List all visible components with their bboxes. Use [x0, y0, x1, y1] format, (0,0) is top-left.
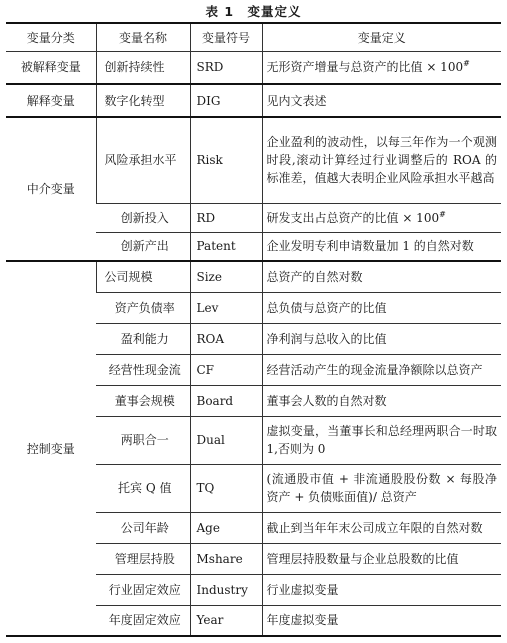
variable-definition: 总资产的自然对数	[262, 261, 501, 292]
variable-definition: (流通股市值 + 非流通股股份数 × 每股净资产 + 负债账面值)/ 总资产	[262, 464, 501, 512]
variable-name: 创新投入	[96, 203, 190, 232]
variable-name: 管理层持股	[96, 543, 190, 574]
footnote-mark: #	[463, 59, 470, 69]
variable-definition: 经营活动产生的现金流量净额除以总资产	[262, 354, 501, 385]
variable-name: 行业固定效应	[96, 574, 190, 605]
variable-symbol: Risk	[190, 117, 262, 203]
variable-symbol: Mshare	[190, 543, 262, 574]
variable-symbol: Age	[190, 512, 262, 543]
variable-definition: 总负债与总资产的比值	[262, 292, 501, 323]
variable-name: 两职合一	[96, 416, 190, 464]
group-label-mediating: 中介变量	[6, 117, 96, 261]
variable-definition: 企业盈利的波动性，以每三年作为一个观测时段,滚动计算经过行业调整后的 ROA 的标准差，值越大表明企业风险承担水平越高	[262, 117, 501, 203]
header-row	[6, 23, 501, 51]
variable-symbol: Industry	[190, 574, 262, 605]
variable-definition-table	[6, 22, 501, 637]
variable-symbol: RD	[190, 203, 262, 232]
variable-name: 创新持续性	[96, 51, 190, 84]
variable-definition: 净利润与总收入的比值	[262, 323, 501, 354]
variable-definition: 见内文表述	[262, 84, 501, 117]
header-definition: 变量定义	[262, 23, 501, 51]
group-label-control: 控制变量	[6, 261, 96, 636]
variable-name: 风险承担水平	[96, 117, 190, 203]
variable-name: 资产负债率	[96, 292, 190, 323]
variable-name: 数字化转型	[96, 84, 190, 117]
variable-symbol: Dual	[190, 416, 262, 464]
variable-definition: 董事会人数的自然对数	[262, 385, 501, 416]
variable-symbol: ROA	[190, 323, 262, 354]
variable-name: 董事会规模	[96, 385, 190, 416]
header-name: 变量名称	[96, 23, 190, 51]
variable-symbol: Patent	[190, 232, 262, 261]
group-label-explained: 被解释变量	[6, 51, 96, 84]
variable-definition: 虚拟变量，当董事长和总经理两职合一时取 1,否则为 0	[262, 416, 501, 464]
variable-definition: 管理层持股数量与企业总股数的比值	[262, 543, 501, 574]
variable-symbol: SRD	[190, 51, 262, 84]
variable-symbol: Board	[190, 385, 262, 416]
variable-name: 经营性现金流	[96, 354, 190, 385]
table-row	[6, 84, 501, 117]
variable-symbol: Lev	[190, 292, 262, 323]
variable-symbol: TQ	[190, 464, 262, 512]
variable-symbol: Size	[190, 261, 262, 292]
variable-name: 盈利能力	[96, 323, 190, 354]
variable-name: 托宾 Q 值	[96, 464, 190, 512]
table-row	[6, 51, 501, 84]
table-caption: 表 1 变量定义	[205, 4, 302, 19]
variable-definition: 研发支出占总资产的比值 × 100#	[262, 203, 501, 232]
variable-definition: 行业虚拟变量	[262, 574, 501, 605]
variable-definition: 企业发明专利申请数量加 1 的自然对数	[262, 232, 501, 261]
footnote-mark: #	[439, 209, 446, 219]
variable-definition: 截止到当年年末公司成立年限的自然对数	[262, 512, 501, 543]
header-category: 变量分类	[6, 23, 96, 51]
variable-symbol: DIG	[190, 84, 262, 117]
table-row	[6, 261, 501, 292]
variable-name: 年度固定效应	[96, 605, 190, 636]
variable-symbol: CF	[190, 354, 262, 385]
header-symbol: 变量符号	[190, 23, 262, 51]
variable-definition: 年度虚拟变量	[262, 605, 501, 636]
variable-name: 公司年龄	[96, 512, 190, 543]
group-label-explanatory: 解释变量	[6, 84, 96, 117]
table-row	[6, 117, 501, 203]
variable-symbol: Year	[190, 605, 262, 636]
variable-definition: 无形资产增量与总资产的比值 × 100#	[262, 51, 501, 84]
variable-name: 创新产出	[96, 232, 190, 261]
variable-name: 公司规模	[96, 261, 190, 292]
